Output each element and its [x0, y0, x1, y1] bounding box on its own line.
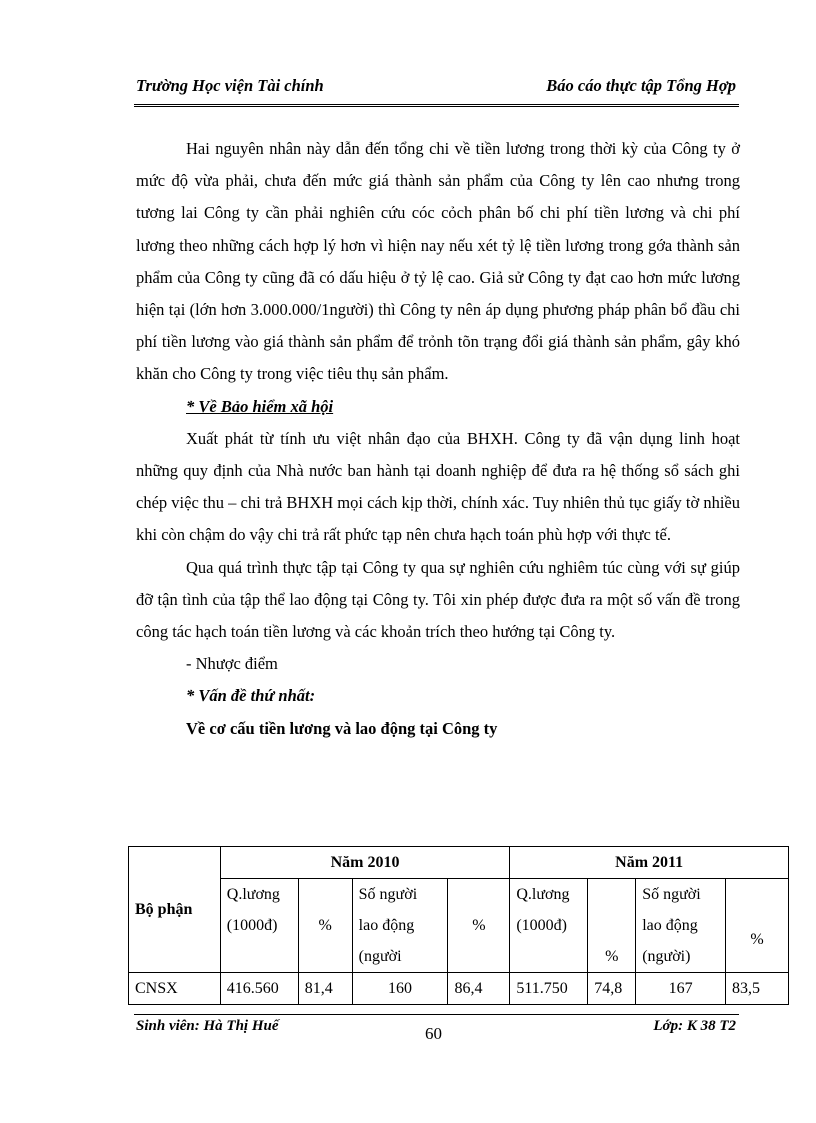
page-header: [134, 76, 736, 102]
row-people-2010: 160: [352, 973, 448, 1005]
heading-social-insurance: * Về Bảo hiểm xã hội: [186, 396, 334, 416]
table-header-row-columns: [129, 879, 789, 973]
table-title: Về cơ cấu tiền lương và lao động tại Công ty: [186, 718, 498, 738]
footer-rule: [134, 1014, 739, 1015]
paragraph-internship: Qua quá trình thực tập tại Công ty qua sự nghiên cứu nghiêm túc cùng với sự giúp đỡ tận tình của tập thể lao động tại Công ty. Tôi xin phép được đưa ra một số vấn đề trong công tác hạch toán tiền lương và các khoản trích theo hướng tại Công ty.: [136, 557, 740, 642]
pct-salary-2010-header: %: [298, 879, 352, 973]
header-report-title: Báo cáo thực tập Tổng Hợp: [546, 76, 736, 95]
row-pct-people-2011: 83,5: [726, 973, 789, 1005]
paragraph-salary-causes: Hai nguyên nhân này dẫn đến tổng chi về tiền lương trong thời kỳ của Công ty ở mức độ vừa phải, chưa đến mức giá thành sản phẩm của Công ty lên cao nhưng trong tương lai Công ty cần phải nghiên cứu cóc cỏch phân bố chi phí tiền lương và chi phí lương theo những cách hợp lý hơn vì hiện nay nếu xét tỷ lệ tiền lương trong gớa thành sản phẩm của Công ty cũng đã có dấu hiệu ở tỷ lệ cao. Giả sử Công ty đạt cao hơn mức lương hiện tại (lớn hơn 3.000.000/1người) thì Công ty nên áp dụng phương pháp phân bổ đầu chi phí tiền lương vào giá thành sản phẩm để trỏnh tõn trạng đổi giá thành sản phẩm, gây khó khăn cho Công ty trong việc tiêu thụ sản phẩm.: [136, 139, 740, 384]
year-2010-header: Năm 2010: [220, 847, 510, 879]
paragraph-social-insurance: Xuất phát từ tính ưu việt nhân đạo của BHXH. Công ty đã vận dụng linh hoạt những quy định của Nhà nước ban hành tại doanh nghiệp để đưa ra hệ thống sổ sách ghi chép việc thu – chi trả BHXH mọi cách kịp thời, chính xác. Tuy nhiên thủ tục giấy tờ nhiều khi còn chậm do vậy chi trả rất phức tạp nên chưa hạch toán phù hợp với thực tế.: [136, 428, 740, 545]
row-pct-salary-2011: 74,8: [588, 973, 636, 1005]
weakness-label: - Nhược điểm: [186, 654, 278, 674]
pct-people-2010-header: %: [448, 879, 510, 973]
footer-class: Lớp: K 38 T2: [653, 1018, 736, 1034]
footer-student: Sinh viên: Hà Thị Huế: [136, 1018, 279, 1034]
header-rule: [134, 104, 739, 107]
row-people-2011: 167: [636, 973, 726, 1005]
table-row: [129, 973, 789, 1005]
page-number: 60: [425, 1024, 442, 1043]
people-2010-header: Số người lao động (người: [352, 879, 448, 973]
people-2011-header: Số người lao động (người): [636, 879, 726, 973]
salary-labor-table: [128, 846, 789, 1005]
row-pct-people-2010: 86,4: [448, 973, 510, 1005]
salary-2011-header: Q.lương (1000đ): [510, 879, 588, 973]
row-salary-2011: 511.750: [510, 973, 588, 1005]
pct-salary-2011-header: %: [588, 879, 636, 973]
row-dept: CNSX: [129, 973, 221, 1005]
dept-header: Bộ phận: [129, 847, 221, 973]
salary-2010-header: Q.lương (1000đ): [220, 879, 298, 973]
header-school: Trường Học viện Tài chính: [136, 76, 324, 95]
pct-people-2011-header: %: [726, 879, 789, 973]
row-salary-2010: 416.560: [220, 973, 298, 1005]
row-pct-salary-2010: 81,4: [298, 973, 352, 1005]
year-2011-header: Năm 2011: [510, 847, 789, 879]
heading-first-issue: * Vấn đề thứ nhất:: [186, 686, 316, 706]
table-header-row-years: [129, 847, 789, 879]
document-body: [136, 133, 740, 745]
